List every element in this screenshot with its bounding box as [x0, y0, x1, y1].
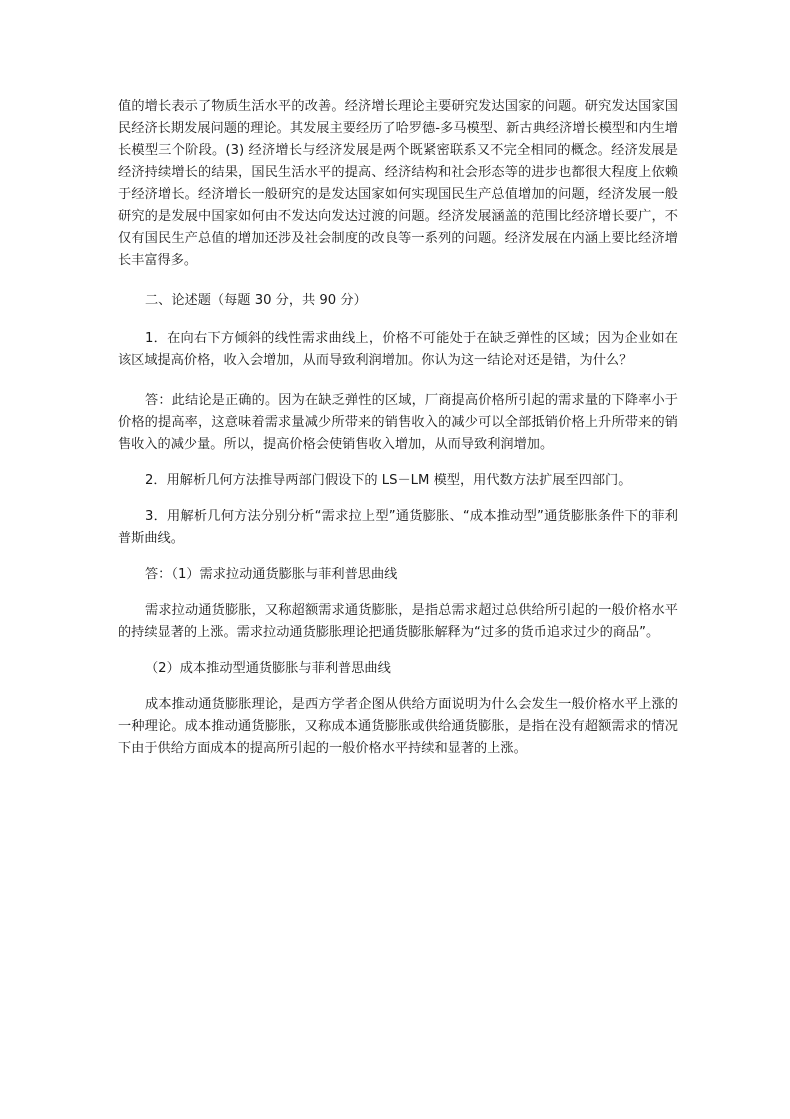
question-2: 2．用解析几何方法推导两部门假设下的 LS－LM 模型，用代数方法扩展至四部门。 [145, 473, 632, 488]
answer-3-heading-2: （2）成本推动型通货膨胀与菲利普思曲线 [145, 661, 391, 676]
answer-3-heading-1: 答：（1）需求拉动通货膨胀与菲利普思曲线 [145, 567, 398, 582]
document-page [118, 96, 678, 760]
answer-1: 答：此结论是正确的。因为在缺乏弹性的区域，厂商提高价格所引起的需求量的下降率小于价格的提高率，这意味着需求量减少所带来的销售收入的减少可以全部抵销价格上升所带来的销售收入的减少量。所以，提高价格会使销售收入增加，从而导致利润增加。 [118, 393, 678, 452]
section-heading: 二、论述题（每题 30 分，共 90 分） [145, 293, 367, 308]
paragraph-intro-continuation: 值的增长表示了物质生活水平的改善。经济增长理论主要研究发达国家的问题。研究发达国家国民经济长期发展问题的理论。其发展主要经历了哈罗德-多马模型、新古典经济增长模型和内生增长模型三个阶段。(3) 经济增长与经济发展是两个既紧密联系又不完全相同的概念。经济发展是经济持续增长的结果，国民生活水平的提高、经济结构和社会形态等的进步也都很大程度上依赖于经济增长。经济增长一般研究的是发达国家如何实现国民生产总值增加的问题，经济发展一般研究的是发展中国家如何由不发达向发达过渡的问题。经济发展涵盖的范围比经济增长要广，不仅有国民生产总值的增加还涉及社会制度的改良等一系列的问题。经济发展在内涵上要比经济增长丰富得多。 [118, 99, 678, 268]
answer-3-body-2: 成本推动通货膨胀理论，是西方学者企图从供给方面说明为什么会发生一般价格水平上涨的一种理论。成本推动通货膨胀，又称成本通货膨胀或供给通货膨胀，是指在没有超额需求的情况下由于供给方面成本的提高所引起的一般价格水平持续和显著的上涨。 [118, 697, 678, 756]
answer-3-body-1: 需求拉动通货膨胀，又称超额需求通货膨胀，是指总需求超过总供给所引起的一般价格水平的持续显著的上涨。需求拉动通货膨胀理论把通货膨胀解释为“过多的货币追求过少的商品”。 [118, 603, 678, 640]
question-3: 3．用解析几何方法分别分析“需求拉上型”通货膨胀、“成本推动型”通货膨胀条件下的菲利普斯曲线。 [118, 509, 678, 546]
question-1: 1．在向右下方倾斜的线性需求曲线上，价格不可能处于在缺乏弹性的区域；因为企业如在该区域提高价格，收入会增加，从而导致利润增加。你认为这一结论对还是错，为什么？ [118, 331, 678, 368]
